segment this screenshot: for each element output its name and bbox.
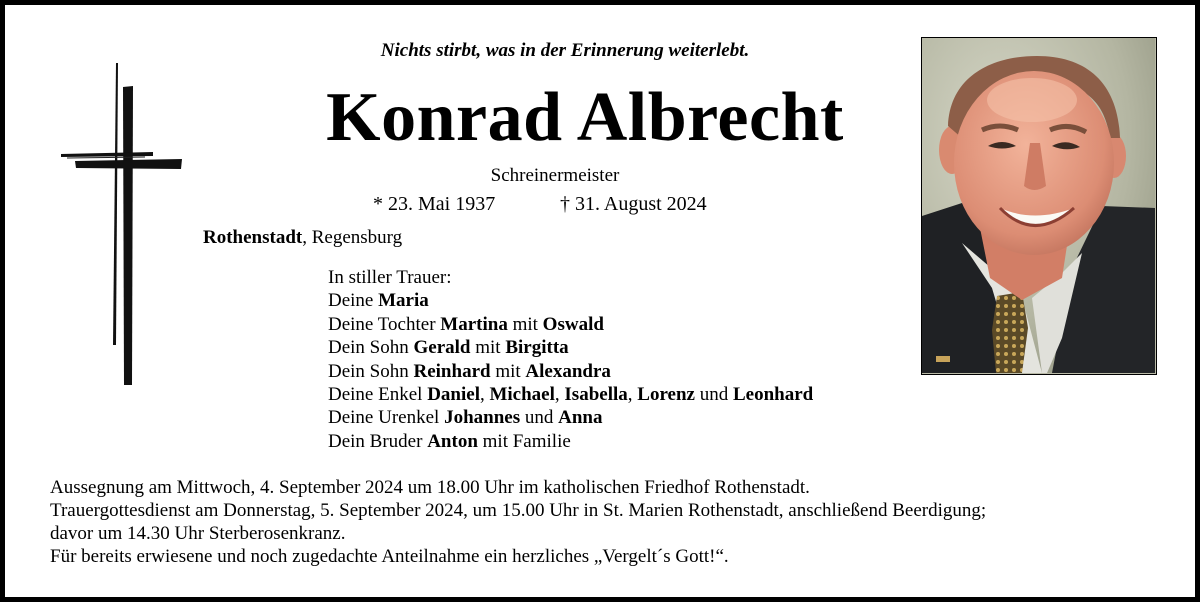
mourner-line: [328, 430, 813, 453]
mourner-name: Michael: [489, 383, 555, 405]
mourner-text: ,: [479, 383, 490, 405]
mourners-list: [328, 266, 813, 453]
mourner-text: mit Familie: [477, 430, 571, 452]
funeral-notes: [50, 476, 1160, 568]
mourner-name: Anton: [427, 430, 478, 452]
mourner-text: und: [520, 407, 559, 429]
mourner-text: Deine Enkel: [328, 383, 428, 405]
note-line: Aussegnung am Mittwoch, 4. September 2024 um 18.00 Uhr im katholischen Friedhof Rothenstadt.: [50, 477, 810, 498]
place-town: Rothenstadt: [203, 227, 303, 248]
mourner-text: Deine Tochter: [328, 313, 441, 335]
portrait-photo: [921, 37, 1157, 375]
mourner-text: und: [694, 383, 733, 405]
profession: Schreinermeister: [490, 165, 620, 186]
death-date: † 31. August 2024: [560, 193, 707, 215]
mourner-line: [328, 406, 813, 429]
note-line: Trauergottesdienst am Donnerstag, 5. September 2024, um 15.00 Uhr in St. Marien Rothenstadt, anschließend Beerdigung;: [50, 500, 987, 521]
note-line: Für bereits erwiesene und noch zugedachte Anteilnahme ein herzliches „Vergelt´s Gott!“.: [50, 546, 729, 567]
mourner-name: Isabella: [564, 383, 628, 405]
mourner-text: Deine: [328, 290, 379, 312]
mourner-text: ,: [554, 383, 565, 405]
mourner-line: [328, 336, 813, 359]
place-of-residence: [203, 227, 402, 249]
mourner-line: [328, 313, 813, 336]
mourner-name: Gerald: [413, 337, 471, 359]
mourner-line: [328, 360, 813, 383]
mourner-text: Dein Sohn: [328, 360, 414, 382]
note-line: davor um 14.30 Uhr Sterberosenkranz.: [50, 523, 346, 544]
cross-icon: [55, 57, 195, 392]
mourner-text: ,: [627, 383, 638, 405]
mourner-name: Alexandra: [525, 360, 611, 382]
birth-date: * 23. Mai 1937: [373, 193, 496, 215]
mourner-name: Martina: [440, 313, 508, 335]
mourner-text: mit: [470, 337, 506, 359]
mourner-text: Deine Urenkel: [328, 407, 445, 429]
mourner-name: Maria: [378, 290, 429, 312]
mourner-line: [328, 289, 813, 312]
mourners-heading: In stiller Trauer:: [328, 267, 452, 288]
mourner-text: Dein Bruder: [328, 430, 428, 452]
mourner-name: Reinhard: [413, 360, 491, 382]
mourner-name: Lorenz: [637, 383, 695, 405]
mourner-name: Birgitta: [505, 337, 569, 359]
mourner-text: mit: [490, 360, 526, 382]
mourner-name: Anna: [558, 407, 603, 429]
mourner-text: Dein Sohn: [328, 337, 414, 359]
mourner-name: Daniel: [427, 383, 480, 405]
place-city: , Regensburg: [302, 227, 403, 248]
mourner-name: Leonhard: [732, 383, 814, 405]
mourner-name: Johannes: [444, 407, 521, 429]
mourner-name: Oswald: [542, 313, 604, 335]
mourner-line: [328, 383, 813, 406]
deceased-name: Konrad Albrecht: [326, 79, 844, 156]
mourner-text: mit: [507, 313, 543, 335]
motto-text: Nichts stirbt, was in der Erinnerung weiterlebt.: [380, 40, 750, 61]
